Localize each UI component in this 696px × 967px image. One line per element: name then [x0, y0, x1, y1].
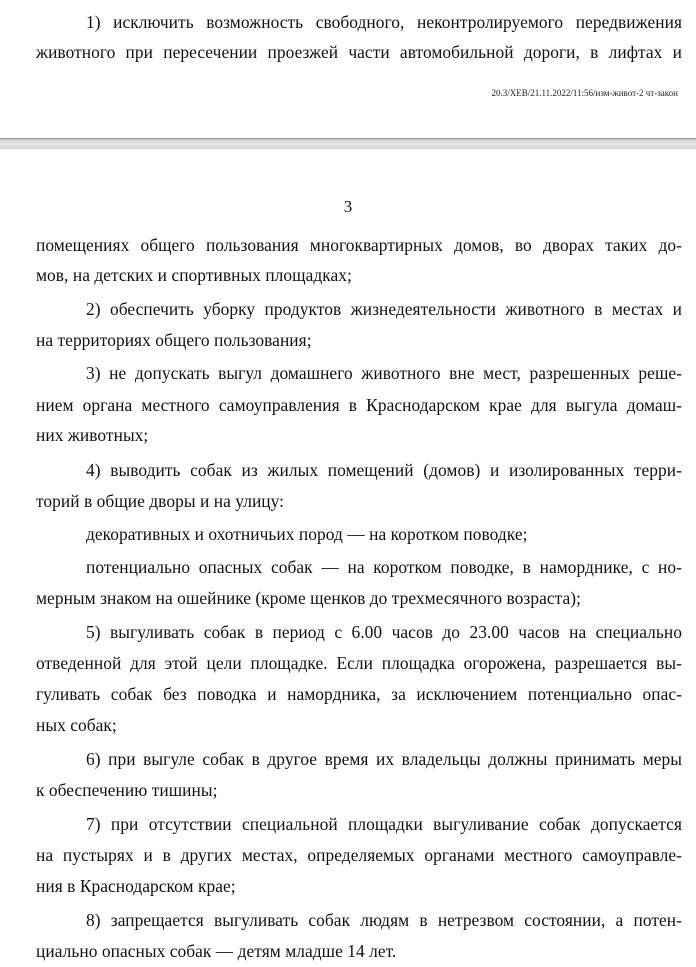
document-code: 20.3/ХЕВ/21.11.2022/11:56/изм-живот-2 чт-закон	[491, 88, 678, 98]
text-line: ния в Краснодарском крае;	[36, 876, 236, 896]
text-line: торий в общие дворы и на улицу:	[36, 491, 285, 511]
text-line: декоративных и охотничьих пород — на коротком поводке;	[86, 524, 528, 544]
text-line: гуливать собак без поводка и намордника, за исключением потенциально опас-	[36, 684, 682, 704]
text-line: нием органа местного самоуправления в Краснодарском крае для выгула домаш-	[36, 395, 682, 415]
text-line: 5) выгуливать собак в период с 6.00 часов до 23.00 часов на специально	[86, 622, 682, 642]
text-line: отведенной для этой цели площадке. Если площадка огорожена, разрешается вы-	[36, 653, 682, 673]
text-line: на пустырях и в других местах, определяемых органами местного самоуправле-	[36, 845, 682, 865]
text-line: циально опасных собак — детям младше 14 лет.	[36, 941, 397, 961]
text-line: 8) запрещается выгуливать собак людям в нетрезвом состоянии, а потен-	[86, 910, 682, 930]
text-line: ных собак;	[36, 715, 117, 735]
text-line: мов, на детских и спортивных площадках;	[36, 265, 352, 285]
text-line: на территориях общего пользования;	[36, 330, 312, 350]
text-line: животного при пересечении проезжей части автомобильной дороги, в лифтах и	[36, 42, 682, 62]
text-line: мерным знаком на ошейнике (кроме щенков до трехмесячного возраста);	[36, 588, 581, 608]
text-line: 7) при отсутствии специальной площадки выгуливание собак допускается	[86, 814, 682, 834]
text-line: к обеспечению тишины;	[36, 780, 218, 800]
text-line: 3) не допускать выгул домашнего животного вне мест, разрешенных реше-	[86, 363, 682, 383]
text-line: 4) выводить собак из жилых помещений (домов) и изолированных терри-	[86, 460, 682, 480]
text-line: потенциально опасных собак — на коротком поводке, в наморднике, с но-	[86, 557, 682, 577]
page-number: 3	[343, 197, 353, 216]
text-line: помещениях общего пользования многоквартирных домов, во дворах таких до-	[36, 235, 682, 255]
text-line: 1) исключить возможность свободного, неконтролируемого передвижения	[86, 12, 682, 32]
text-line: 6) при выгуле собак в другое время их владельцы должны принимать меры	[86, 749, 682, 769]
text-line: 2) обеспечить уборку продуктов жизнедеятельности животного в местах и	[86, 299, 682, 319]
text-line: них животных;	[36, 425, 149, 445]
